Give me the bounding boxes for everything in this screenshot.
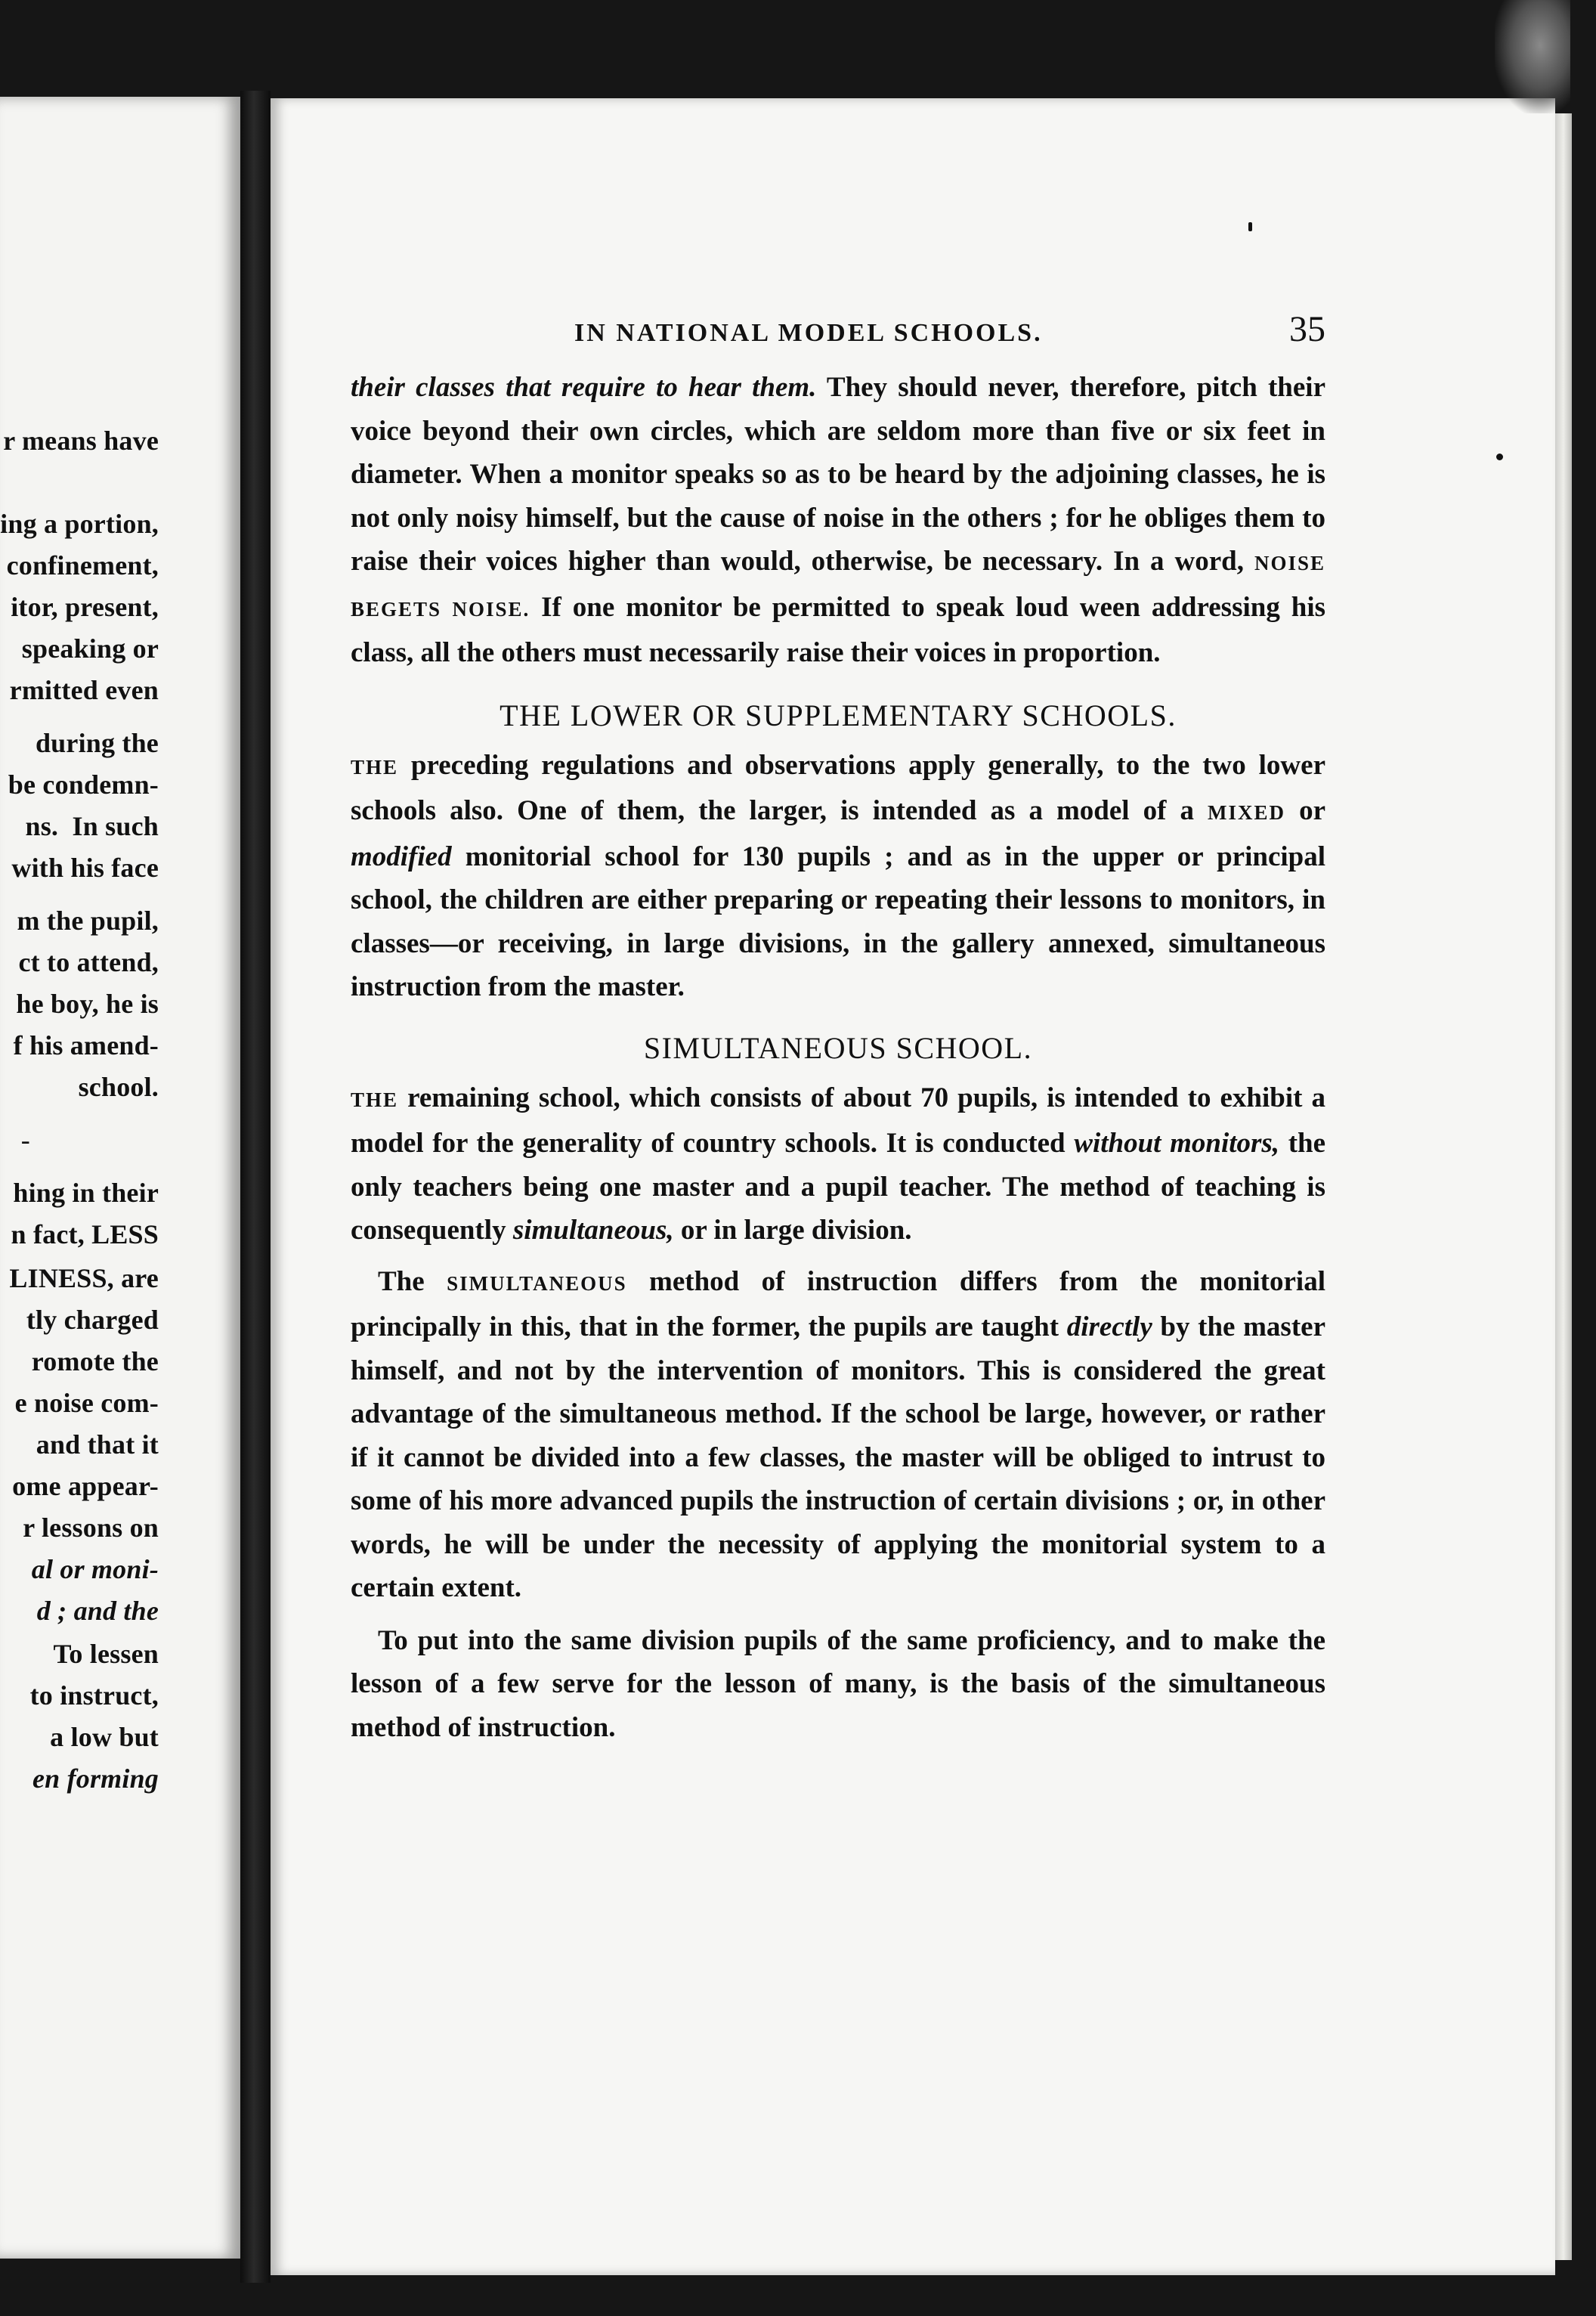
left-page-line: m the pupil, <box>17 906 159 936</box>
left-page-line: d ; and the <box>36 1596 159 1626</box>
body-text: the only teachers being one master and a pupil teacher. The method of teaching is consequently <box>351 1128 1326 1246</box>
body-text: or <box>1285 795 1325 826</box>
page-content <box>351 308 1325 1749</box>
left-page-line: tly charged <box>26 1305 159 1335</box>
paragraph-method-difference <box>351 1260 1325 1610</box>
left-page-line: r means have <box>3 426 159 456</box>
small-caps-text: NOISE BEGETS NOISE. <box>351 552 1325 621</box>
left-page-line: rmitted even <box>9 675 159 705</box>
body-text: or in large division. <box>673 1215 912 1246</box>
section-heading-simultaneous: SIMULTANEOUS SCHOOL. <box>643 1030 1033 1065</box>
left-page-fragment <box>0 97 240 2259</box>
small-caps-text: SIMULTANEOUS <box>447 1271 627 1295</box>
paragraph-simultaneous-intro <box>351 1076 1325 1252</box>
ink-speck <box>1248 222 1252 231</box>
left-page-line: e noise com- <box>14 1388 159 1418</box>
body-text: They should never, therefore, pitch their voice beyond their own circles, which are seldom more than five or six feet in diameter. When a monitor speaks so as to be heard by the adjoining classes, he is not only noisy himself, but the cause of noise in the others ; for he obliges them to raise their voices higher than would, otherwise, be necessary. In a word, <box>351 372 1325 577</box>
left-page-line: ns. In such <box>25 811 159 841</box>
emphasis-text: directly <box>1066 1311 1152 1342</box>
body-text: by the master himself, and not by the intervention of monitors. This is considered the great advantage of the simultaneous method. If the school be large, however, or rather if it cannot be divided into a few classes, the master will be obliged to intrust to some of his more advanced pupils the instruction of certain divisions ; or, in other words, he will be under the necessity of applying the monitorial system to a certain extent. <box>351 1311 1325 1603</box>
small-caps-text: THE <box>351 755 399 779</box>
body-text: preceding regulations and observations apply generally, to the two lower schools also. One of them, the larger, is intended as a model of a <box>351 749 1325 826</box>
left-page-line: hing in their <box>13 1178 159 1208</box>
left-page-line: during the <box>35 728 159 758</box>
left-page-line: a low but <box>42 1722 159 1752</box>
left-page-line: ct to attend, <box>18 947 159 977</box>
emphasis-text: modified <box>351 841 452 872</box>
section-heading-lower-schools: THE LOWER OR SUPPLEMENTARY SCHOOLS. <box>500 698 1177 732</box>
left-page-line: to instruct, <box>23 1680 159 1711</box>
left-page-line: r lessons on <box>23 1513 159 1543</box>
left-page-line: - <box>20 1125 30 1155</box>
ink-speck <box>1496 454 1503 460</box>
left-page-line: ome appear- <box>12 1471 159 1501</box>
paragraph-method-basis <box>351 1619 1325 1750</box>
left-page-line: ing a portion, <box>0 509 159 539</box>
left-page-line: en forming <box>32 1763 159 1794</box>
left-page-line: be condemn- <box>8 769 159 800</box>
left-page-line: LINESS, are <box>9 1263 159 1293</box>
paragraph-lower-schools <box>351 744 1325 1009</box>
left-page-line: school. <box>78 1072 159 1102</box>
body-text: method of instruction differs from the monitorial principally in this, that in the former, the pupils are taught <box>351 1265 1325 1342</box>
left-page-line: and that it <box>29 1429 159 1460</box>
small-caps-text: MIXED <box>1208 801 1286 824</box>
small-caps-text: THE <box>351 1088 399 1111</box>
body-text: remaining school, which consists of about 70 pupils, is intended to exhibit a model for the generality of country schools. It is conducted <box>351 1082 1325 1159</box>
left-page-line: he boy, he is <box>16 989 159 1019</box>
emphasis-text: their classes that require to hear them. <box>351 372 817 403</box>
paragraph-continuation <box>351 366 1325 675</box>
running-header <box>351 308 1325 363</box>
emphasis-text: simultaneous, <box>512 1215 674 1246</box>
left-page-line: romote the <box>31 1346 159 1376</box>
body-text: If one monitor be permitted to speak loud ween addressing his class, all the others must necessarily raise their voices in proportion. <box>351 591 1325 668</box>
scan-artifact <box>1495 0 1570 113</box>
left-page-line: confinement, <box>6 550 159 581</box>
running-title: IN NATIONAL MODEL SCHOOLS. <box>574 319 1043 347</box>
left-page-line: f his amend- <box>13 1030 159 1060</box>
left-page-line: speaking or <box>14 633 159 664</box>
book-gutter <box>240 91 271 2283</box>
page-edge <box>1555 113 1572 2260</box>
left-page-line: with his face <box>11 853 159 883</box>
body-text: monitorial school for 130 pupils ; and as in the upper or principal school, the children are either preparing or repeating their lessons to monitors, in classes—or receiving, in large divisions, in the gallery annexed, simultaneous instruction from the master. <box>351 841 1325 1002</box>
left-page-line: al or moni- <box>31 1554 159 1584</box>
left-page-line: To lessen <box>46 1639 159 1669</box>
body-text: The <box>378 1265 447 1297</box>
body-text: To put into the same division pupils of the same proficiency, and to make the lesson of a few serve for the lesson of many, is the basis of the simultaneous method of instruction. <box>351 1624 1325 1743</box>
emphasis-text: without monitors, <box>1074 1128 1280 1159</box>
page-number: 35 <box>1289 309 1325 349</box>
left-page-line: itor, present, <box>11 592 159 622</box>
left-page-line: n fact, LESS <box>11 1219 159 1249</box>
